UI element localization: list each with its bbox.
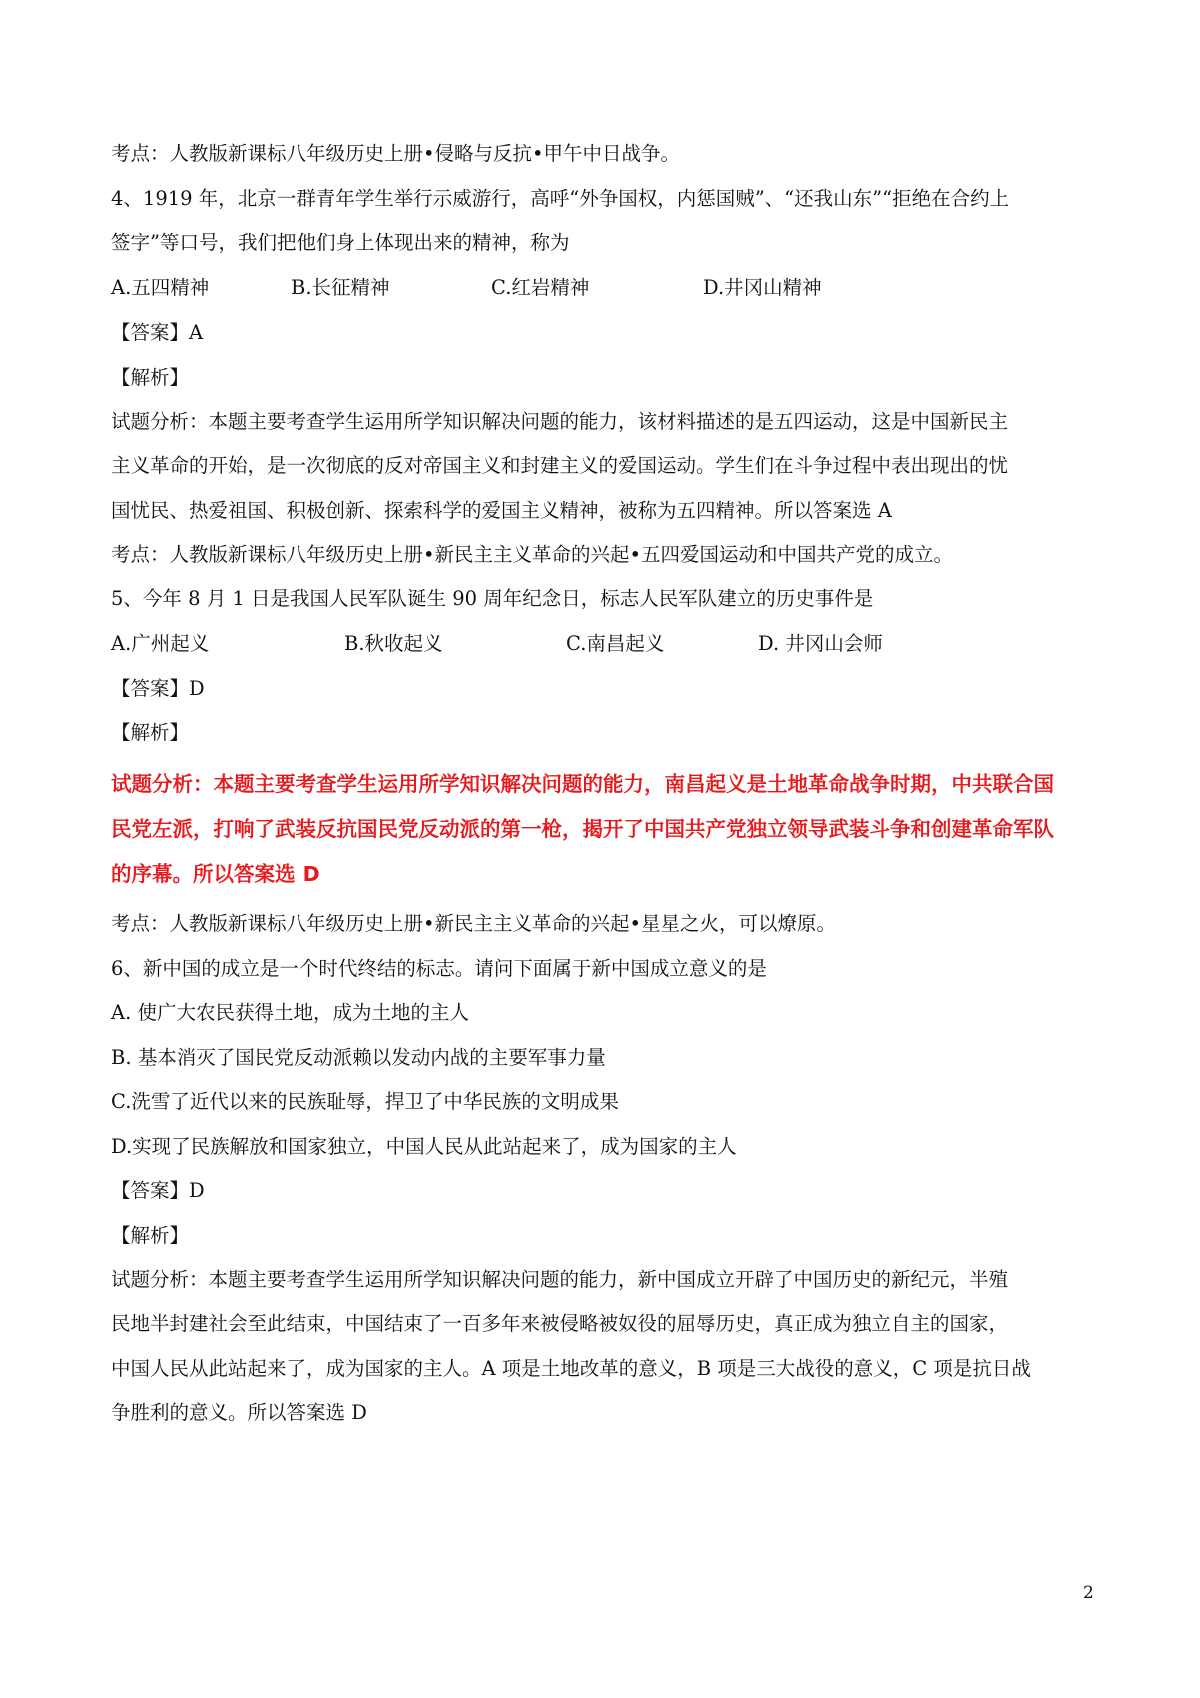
question-4-options xyxy=(111,273,1101,303)
question-6-option-a: A. 使广大农民获得土地，成为土地的主人 xyxy=(111,1001,469,1024)
analysis-5-line-2: 民党左派，打响了武装反抗国民党反动派的第一枪，揭开了中国共产党独立领导武装斗争和创建革命军队 xyxy=(111,817,1054,841)
page-number: 2 xyxy=(1083,1583,1094,1603)
answer-6: 【答案】D xyxy=(111,1179,205,1202)
analysis-4-heading: 【解析】 xyxy=(111,366,190,389)
analysis-6-line-1: 试题分析：本题主要考查学生运用所学知识解决问题的能力，新中国成立开辟了中国历史的新纪元，半殖 xyxy=(111,1268,1009,1291)
analysis-5-line-1: 试题分析：本题主要考查学生运用所学知识解决问题的能力，南昌起义是土地革命战争时期，中共联合国 xyxy=(111,772,1054,796)
analysis-6-heading: 【解析】 xyxy=(111,1224,190,1247)
answer-4: 【答案】A xyxy=(111,321,204,344)
question-5: 5、今年 8 月 1 日是我国人民军队诞生 90 周年纪念日，标志人民军队建立的历史事件是 xyxy=(111,587,874,610)
option-a: A.广州起义 xyxy=(111,632,210,655)
analysis-6-line-3: 中国人民从此站起来了，成为国家的主人。A 项是土地改革的意义，B 项是三大战役的意义，C 项是抗日战 xyxy=(111,1357,1031,1380)
question-6: 6、新中国的成立是一个时代终结的标志。请问下面属于新中国成立意义的是 xyxy=(111,957,767,980)
question-6-option-c: C.洗雪了近代以来的民族耻辱，捍卫了中华民族的文明成果 xyxy=(111,1090,619,1113)
option-b: B.秋收起义 xyxy=(344,632,443,655)
answer-5: 【答案】D xyxy=(111,677,205,700)
question-6-option-d: D.实现了民族解放和国家独立，中国人民从此站起来了，成为国家的主人 xyxy=(111,1135,737,1158)
option-d: D.井冈山精神 xyxy=(703,276,822,299)
analysis-6-line-2: 民地半封建社会至此结束，中国结束了一百多年来被侵略被奴役的屈辱历史，真正成为独立自主的国家， xyxy=(111,1312,1009,1335)
analysis-5-heading: 【解析】 xyxy=(111,721,190,744)
kaodian-q4: 考点：人教版新课标八年级历史上册•新民主主义革命的兴起•五四爱国运动和中国共产党的成立。 xyxy=(111,543,954,566)
question-5-options xyxy=(111,629,1101,659)
option-b: B.长征精神 xyxy=(291,276,390,299)
option-c: C.南昌起义 xyxy=(566,632,665,655)
kaodian-q3: 考点：人教版新课标八年级历史上册•侵略与反抗•甲午中日战争。 xyxy=(111,142,681,165)
analysis-4-line-3: 国忧民、热爱祖国、积极创新、探索科学的爱国主义精神，被称为五四精神。所以答案选 A xyxy=(111,499,892,522)
question-6-option-b: B. 基本消灭了国民党反动派赖以发动内战的主要军事力量 xyxy=(111,1046,606,1069)
question-4-line-2: 签字”等口号，我们把他们身上体现出来的精神，称为 xyxy=(111,231,570,254)
option-c: C.红岩精神 xyxy=(491,276,590,299)
question-4-line-1: 4、1919 年，北京一群青年学生举行示威游行，高呼“外争国权，内惩国贼”、“还我山东”“拒绝在合约上 xyxy=(111,187,1010,210)
analysis-5-line-3: 的序幕。所以答案选 D xyxy=(111,862,320,886)
analysis-6-line-4: 争胜利的意义。所以答案选 D xyxy=(111,1401,367,1424)
kaodian-q5: 考点：人教版新课标八年级历史上册•新民主主义革命的兴起•星星之火，可以燎原。 xyxy=(111,912,837,935)
analysis-4-line-2: 主义革命的开始，是一次彻底的反对帝国主义和封建主义的爱国运动。学生们在斗争过程中表出现出的忧 xyxy=(111,454,1009,477)
option-a: A.五四精神 xyxy=(111,276,210,299)
option-d: D. 井冈山会师 xyxy=(758,632,883,655)
analysis-4-line-1: 试题分析：本题主要考查学生运用所学知识解决问题的能力，该材料描述的是五四运动，这是中国新民主 xyxy=(111,410,1009,433)
